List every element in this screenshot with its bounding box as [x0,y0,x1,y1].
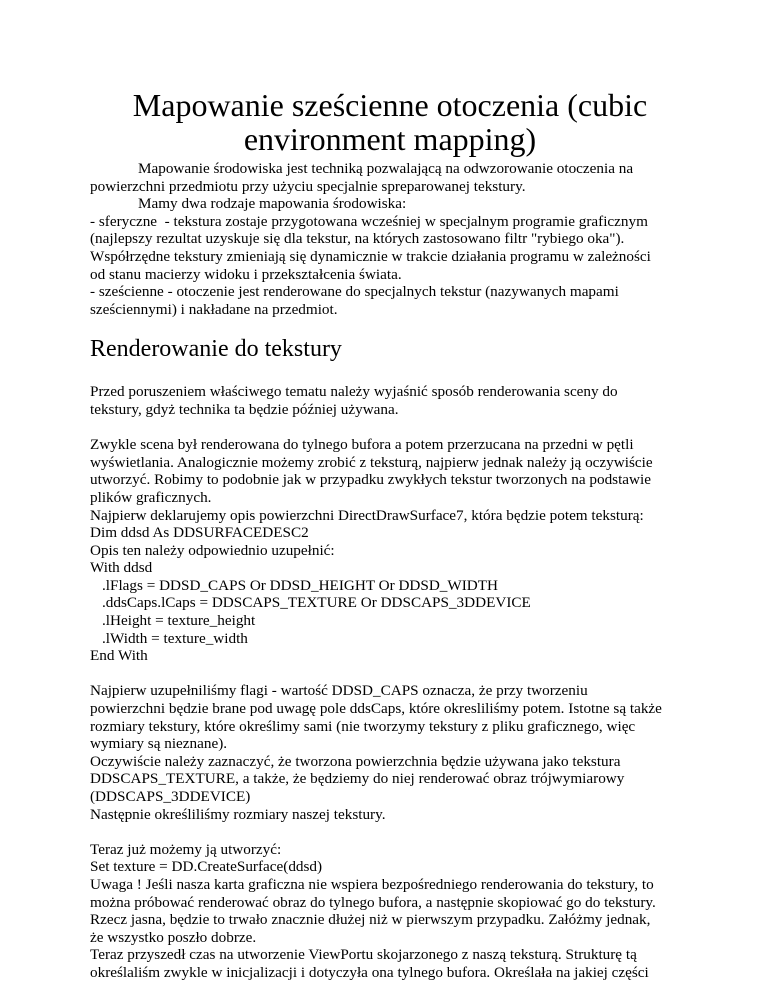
text-line: Opis ten należy odpowiednio uzupełnić: [90,541,335,559]
text-line: powierzchni przedmiotu przy użyciu specjalnie spreparowanej tekstury. [90,177,526,195]
code-line: .lWidth = texture_width [102,629,248,647]
paragraph-gap [90,665,690,683]
text-line: Oczywiście należy zaznaczyć, że tworzona powierzchnia będzie używana jako tekstura [90,752,621,770]
text-line: tekstury, gdyż technika ta będzie później używana. [90,400,399,418]
text-line: - sferyczne - tekstura zostaje przygotowana wcześniej w specjalnym programie graficznym [90,212,648,230]
text-line: Najpierw uzupełniliśmy flagi - wartość DDSD_CAPS oznacza, że przy tworzeniu [90,682,588,700]
text-line: że wszystko poszło dobrze. [90,928,257,946]
text-line: Uwaga ! Jeśli nasza karta graficzna nie wspiera bezpośredniego renderowania do tekstury, to [90,875,654,893]
text-line: można próbować renderować obraz do tylnego bufora, a następnie skopiować go do tekstury. [90,893,656,911]
code-line: Set texture = DD.CreateSurface(ddsd) [90,858,323,876]
text-line: określaliśm zwykle w inicjalizacji i dotyczyła ona tylnego bufora. Określała na jakiej części [90,963,649,981]
text-line: sześciennymi) i nakładane na przedmiot. [90,300,338,318]
text-line: Najpierw deklarujemy opis powierzchni DirectDrawSurface7, która będzie potem teksturą: [90,506,644,524]
text-line: - sześcienne - otoczenie jest renderowane do specjalnych tekstur (nazywanych mapami [90,283,619,301]
text-line: Następnie określiliśmy rozmiary naszej tekstury. [90,805,386,823]
text-line: (najlepszy rezultat uzyskuje się dla tekstur, na których zastosowano filtr "rybiego oka"). [90,230,625,248]
text-line: DDSCAPS_TEXTURE, a także, że będziemy do niej renderować obraz trójwymiarowy [90,770,625,788]
code-line: With ddsd [90,559,153,577]
text-line: Teraz przyszedł czas na utworzenie ViewPortu skojarzonego z naszą teksturą. Strukturę tą [90,946,637,964]
code-line: .lHeight = texture_height [102,612,256,630]
text-line: od stanu macierzy widoku i przekształcenia świata. [90,265,402,283]
paragraph [90,841,690,982]
code-line: End With [90,647,148,665]
paragraph-gap [90,419,690,437]
text-line: utworzyć. Robimy to podobnie jak w przypadku zwykłych tekstur tworzonych na podstawie [90,471,651,489]
paragraph [90,383,690,418]
text-line: (DDSCAPS_3DDEVICE) [90,788,251,805]
document-page [90,88,690,982]
document-title: Mapowanie sześcienne otoczenia (cubic environment mapping) [132,87,648,157]
text-line: rozmiary tekstury, które określimy sami (nie tworzymy tekstury z pliku graficznego, więc [90,717,636,735]
paragraph-gap [90,823,690,841]
text-line: Rzecz jasna, będzie to trwało znacznie dłużej niż w pierwszym przypadku. Załóżmy jednak, [90,911,651,929]
paragraph [90,682,690,823]
code-line: Dim ddsd As DDSURFACEDESC2 [90,524,309,542]
intro-paragraph [90,160,690,318]
text-line: wyświetlania. Analogicznie możemy zrobić z teksturą, najpierw jednak należy ją oczywiście [90,453,653,471]
paragraph [90,436,690,665]
text-line: Teraz już możemy ją utworzyć: [90,840,282,858]
section-heading: Renderowanie do tekstury [90,336,342,363]
code-line: .ddsCaps.lCaps = DDSCAPS_TEXTURE Or DDSCAPS_3DDEVICE [102,594,531,612]
code-line: .lFlags = DDSD_CAPS Or DDSD_HEIGHT Or DDSD_WIDTH [102,576,498,594]
text-line: Mamy dwa rodzaje mapowania środowiska: [138,195,407,213]
text-line: powierzchni będzie brane pod uwagę pole ddsCaps, które okresliliśmy potem. Istotne są także [90,700,662,718]
text-line: plików graficznych. [90,488,212,506]
text-line: Przed poruszeniem właściwego tematu należy wyjaśnić sposób renderowania sceny do [90,383,618,401]
text-line: wymiary są nieznane). [90,735,228,753]
text-line: Mapowanie środowiska jest techniką pozwalającą na odwzorowanie otoczenia na [138,160,634,177]
text-line: Współrzędne tekstury zmieniają się dynamicznie w trakcie działania programu w zależności [90,247,651,265]
text-line: Zwykle scena był renderowana do tylnego bufora a potem przerzucana na przedni w pętli [90,436,634,454]
